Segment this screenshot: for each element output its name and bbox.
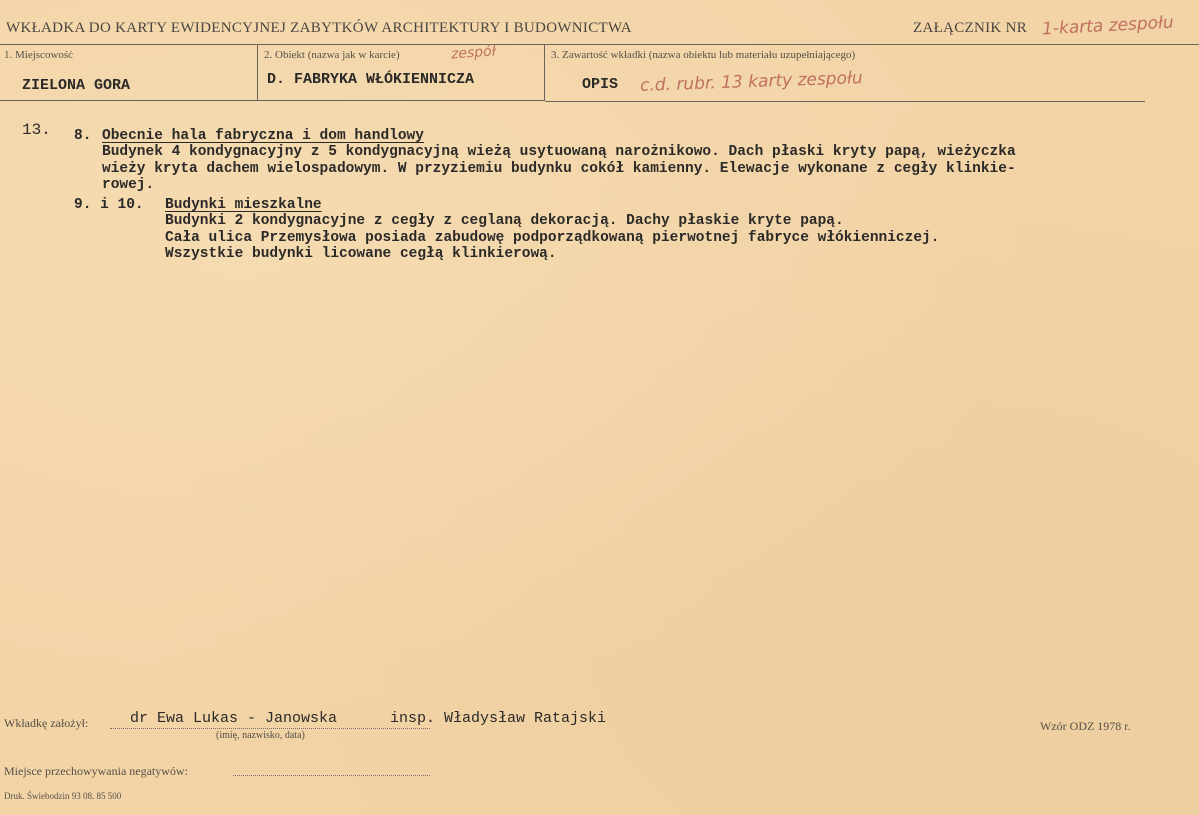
fields-rule-left (0, 100, 545, 101)
locality-label: 1. Miejscowość (4, 49, 74, 61)
fields-rule-right (545, 101, 1145, 102)
object-handwritten-note: zespół (450, 43, 497, 63)
item-2-number: 9. i 10. (74, 197, 144, 213)
locality-value: ZIELONA GORA (22, 77, 131, 94)
author-label: Wkładkę założył: (4, 716, 89, 730)
object-label: 2. Obiekt (nazwa jak w karcie) (264, 49, 400, 61)
item-1-line-1: Budynek 4 kondygnacyjny z 5 kondygnacyjną wieżą usytuowaną narożnikowo. Dach płaski kryty papą, wieżyczka (102, 144, 1016, 160)
item-1-line-3: rowej. (102, 177, 155, 193)
item-2-line-2: Cała ulica Przemysłowa posiada zabudowę podporządkowaną pierwotnej fabryce włókienniczej. (165, 230, 940, 246)
field-divider-1 (257, 44, 258, 100)
inspector-value: insp. Władysław Ratajski (390, 710, 607, 727)
item-1-number: 8. (74, 128, 92, 144)
item-1-line-2: wieży kryta dachem wielospadowym. W przyziemiu budynku cokół kamienny. Elewacje wykonane z cegły klinkie- (102, 161, 1016, 177)
object-value: D. FABRYKA WŁÓKIENNICZA (267, 71, 475, 88)
author-dotted-line (110, 728, 430, 729)
negatives-label: Miejsce przechowywania negatywów: (4, 764, 188, 778)
content-label: 3. Zawartość wkładki (nazwa obiektu lub materiału uzupełniającego) (551, 49, 856, 61)
printer-imprint: Druk. Świebodzin 93 08. 85 500 (4, 791, 122, 801)
item-2-heading: Budynki mieszkalne (165, 197, 322, 213)
content-value: OPIS (582, 76, 619, 93)
form-model: Wzór ODZ 1978 r. (1040, 719, 1131, 733)
item-2-line-3: Wszystkie budynki licowane cegłą klinkierową. (165, 246, 557, 262)
content-handwritten-note: c.d. rubr. 13 karty zespołu (639, 68, 863, 96)
section-number: 13. (22, 121, 51, 139)
attachment-number-handwritten: 1-karta zespołu (1041, 12, 1175, 40)
negatives-dotted-line (233, 775, 430, 776)
form-title: WKŁADKA DO KARTY EWIDENCYJNEJ ZABYTKÓW ARCHITEKTURY I BUDOWNICTWA (6, 20, 632, 36)
attachment-label: ZAŁĄCZNIK NR (913, 20, 1028, 36)
author-value: dr Ewa Lukas - Janowska (130, 710, 338, 727)
item-1-heading: Obecnie hala fabryczna i dom handlowy (102, 128, 424, 144)
author-hint: (imię, nazwisko, data) (216, 730, 305, 741)
item-2-line-1: Budynki 2 kondygnacyjne z cegły z ceglaną dekoracją. Dachy płaskie kryte papą. (165, 213, 844, 229)
header-rule (0, 44, 1199, 45)
field-divider-2 (544, 44, 545, 100)
